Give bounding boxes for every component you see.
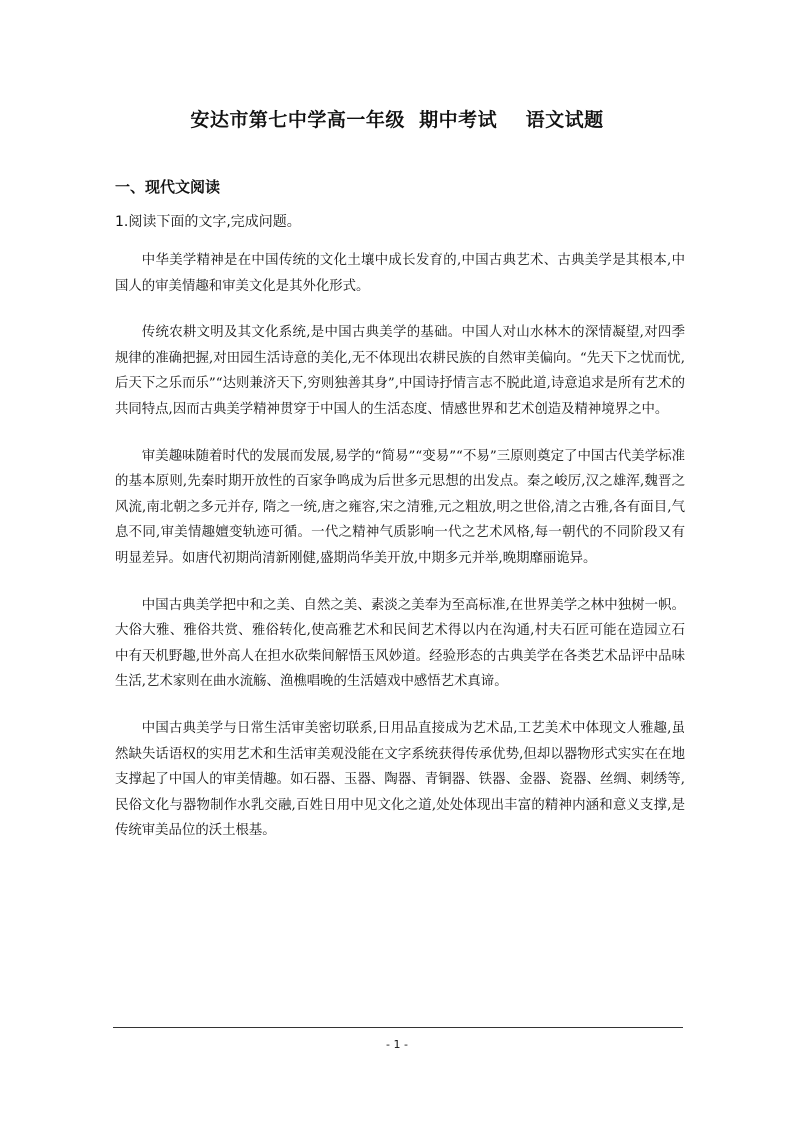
paragraph-3: 审美趣味随着时代的发展而发展,易学的“简易”“变易”“不易”三原则奠定了中国古代美学标准的基本原则,先秦时期开放性的百家争鸣成为后世多元思想的出发点。秦之峻厉,汉之雄浑,魏晋之风流,南北朝之多元并存, 隋之一统,唐之雍容,宋之清雅,元之粗放,明之世俗,清之古雅,各有面目,气息不同,审美情趣嬗变轨迹可循。一代之精神气质影响一代之艺术风格,每一朝代的不同阶段又有明显差异。如唐代初期尚清新刚健,盛期尚华美开放,中期多元并举,晚期靡丽诡异。 bbox=[115, 448, 685, 566]
page-number: - 1 - bbox=[386, 1038, 408, 1051]
section-heading: 一、现代文阅读 bbox=[115, 178, 221, 196]
footer-divider bbox=[113, 1027, 683, 1028]
paragraph-5: 中国古典美学与日常生活审美密切联系,日用品直接成为艺术品,工艺美术中体现文人雅趣,虽然缺失话语权的实用艺术和生活审美观没能在文字系统获得传承优势,但却以器物形式实实在在地支撑起了中国人的审美情趣。如石器、玉器、陶器、青铜器、铁器、金器、瓷器、丝绸、刺绣等,民俗文化与器物制作水乳交融,百姓日用中见文化之道,处处体现出丰富的精神内涵和意义支撑,是传统审美品位的沃土根基。 bbox=[115, 720, 685, 839]
paragraph-1: 中华美学精神是在中国传统的文化土壤中成长发育的,中国古典艺术、古典美学是其根本,中国人的审美情趣和审美文化是其外化形式。 bbox=[115, 253, 685, 294]
paragraph-4: 中国古典美学把中和之美、自然之美、素淡之美奉为至高标准,在世界美学之林中独树一帜。大俗大雅、雅俗共赏、雅俗转化,使高雅艺术和民间艺术得以内在沟通,村夫石匠可能在造园立石中有天机野趣,世外高人在担水砍柴间解悟玉风妙道。经验形态的古典美学在各类艺术品评中品味生活,艺术家则在曲水流觞、渔樵唱晚的生活嬉戏中感悟艺术真谛。 bbox=[115, 597, 685, 690]
reading-passage bbox=[115, 248, 685, 865]
paragraph-2: 传统农耕文明及其文化系统,是中国古典美学的基础。中国人对山水林木的深情凝望,对四季规律的准确把握,对田园生活诗意的美化,无不体现出农耕民族的自然审美偏向。“先天下之忧而忧,后天下之乐而乐”“达则兼济天下,穷则独善其身”,中国诗抒情言志不脱此道,诗意追求是所有艺术的共同特点,因而古典美学精神贯穿于中国人的生活态度、情感世界和艺术创造及精神境界之中。 bbox=[115, 325, 685, 417]
question-instruction: 1.阅读下面的文字,完成问题。 bbox=[115, 214, 301, 230]
document-title: 安达市第七中学高一年级 期中考试 语文试题 bbox=[190, 109, 604, 131]
